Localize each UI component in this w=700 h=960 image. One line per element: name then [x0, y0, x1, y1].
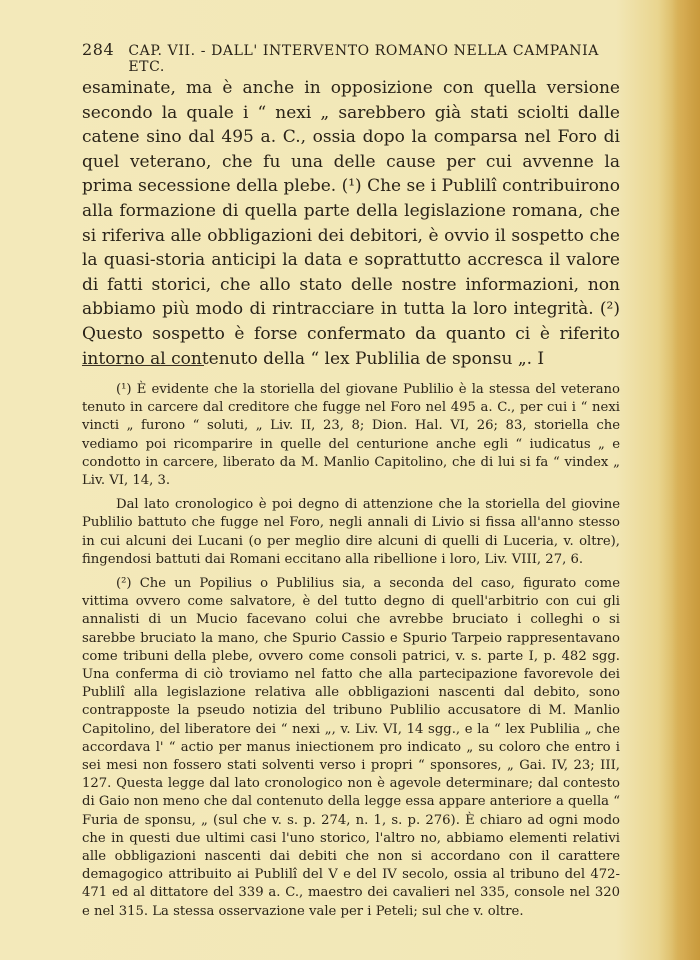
footnote-separator [82, 365, 204, 366]
page-edge-shading [672, 0, 700, 960]
footnotes-block [82, 381, 620, 921]
footnote-2: (²) Che un Popilius o Publilius sia, a seconda del caso, figurato come vittima ovvero come salvatore, è del tutto degno di quell'arbitrio con cui gli annalisti di un Mucio facevano colui che avrebbe bruciato i colleghi o si sarebbe bruciato la mano, che Spurio Cassio e Spurio Tarpeio rappresentavano come tribuni della plebe, ovvero come consoli patrici, v. s. parte I, p. 482 sgg. Una conferma di ciò troviamo nel fatto che alla partecipazione favorevole dei Publilî alla legislazione relativa alle obbligazioni nascenti dal debito, sono contrapposte la pseudo notizia del tribuno Publilio accusatore di M. Manlio Capitolino, del liberatore dei “ nexi „, v. Liv. VI, 14 sgg., e la “ lex Publilia „ che accordava l' “ actio per manus iniectionem pro indicato „ su coloro che entro i sei mesi non fossero stati solventi verso i propri “ sponsores, „ Gai. IV, 23; III, 127. Questa legge dal lato cronologico non è agevole determinare; dal contesto di Gaio non meno che dal contenuto della legge essa appare anteriore a quella “ Furia de sponsu, „ (sul che v. s. p. 274, n. 1, s. p. 276). È chiaro ad ogni modo che in questi due ultimi casi l'uno storico, l'altro no, abbiamo elementi relativi alle obbligazioni nascenti dai debiti che non si accordano con il carattere demagogico attribuito ai Publilî del V e del IV secolo, ossia al tribuno del 472-471 ed al dittatore del 339 a. C., maestro dei cavalieri nel 335, console nel 320 e nel 315. La stessa osservazione vale per i Peteli; sul che v. oltre. [82, 576, 620, 919]
running-header [82, 40, 622, 75]
page-number: 284 [82, 40, 115, 59]
main-paragraph: esaminate, ma è anche in opposizione con quella versione secondo la quale i “ nexi „ sarebbero già stati sciolti dalle catene sino dal 495 a. C., ossia dopo la comparsa nel Foro di quel veterano, che fu una delle cause per cui avvenne la prima secessione della plebe. (¹) Che se i Publilî contribuirono alla formazione di quella parte della legislazione romana, che si riferiva alle obbligazioni dei debitori, è ovvio il sospetto che la quasi-storia anticipi la data e soprattutto accresca il valore di fatti storici, che allo stato delle nostre informazioni, non abbiamo più modo di rintracciare in tutta la loro integrità. (²) Questo sospetto è forse confermato da quanto ci è riferito intorno al contenuto della “ lex Publilia de sponsu „. I [82, 78, 620, 369]
main-text-block [82, 76, 620, 371]
footnote-1-continuation: Dal lato cronologico è poi degno di attenzione che la storiella del giovine Publilio battuto che fugge nel Foro, negli annali di Livio si fissa all'anno stesso in cui alcuni dei Lucani (o per meglio dire alcuni di quelli di Luceria, v. oltre), fingendosi battuti dai Romani eccitano alla ribellione i loro, Liv. VIII, 27, 6. [82, 497, 620, 567]
running-title: CAP. VII. - DALL' INTERVENTO ROMANO NELLA CAMPANIA ETC. [128, 43, 599, 75]
footnote-1: (¹) È evidente che la storiella del giovane Publilio è la stessa del veterano tenuto in carcere dal creditore che fugge nel Foro nel 495 a. C., per cui i “ nexi vincti „ furono “ soluti, „ Liv. II, 23, 8; Dion. Hal. VI, 26; 83, storiella che vediamo poi ricomparire in quelle del centurione anche egli “ iudicatus „ e condotto in carcere, liberato da M. Manlio Capitolino, che di lui si fa “ vindex „ Liv. VI, 14, 3. [82, 382, 620, 489]
